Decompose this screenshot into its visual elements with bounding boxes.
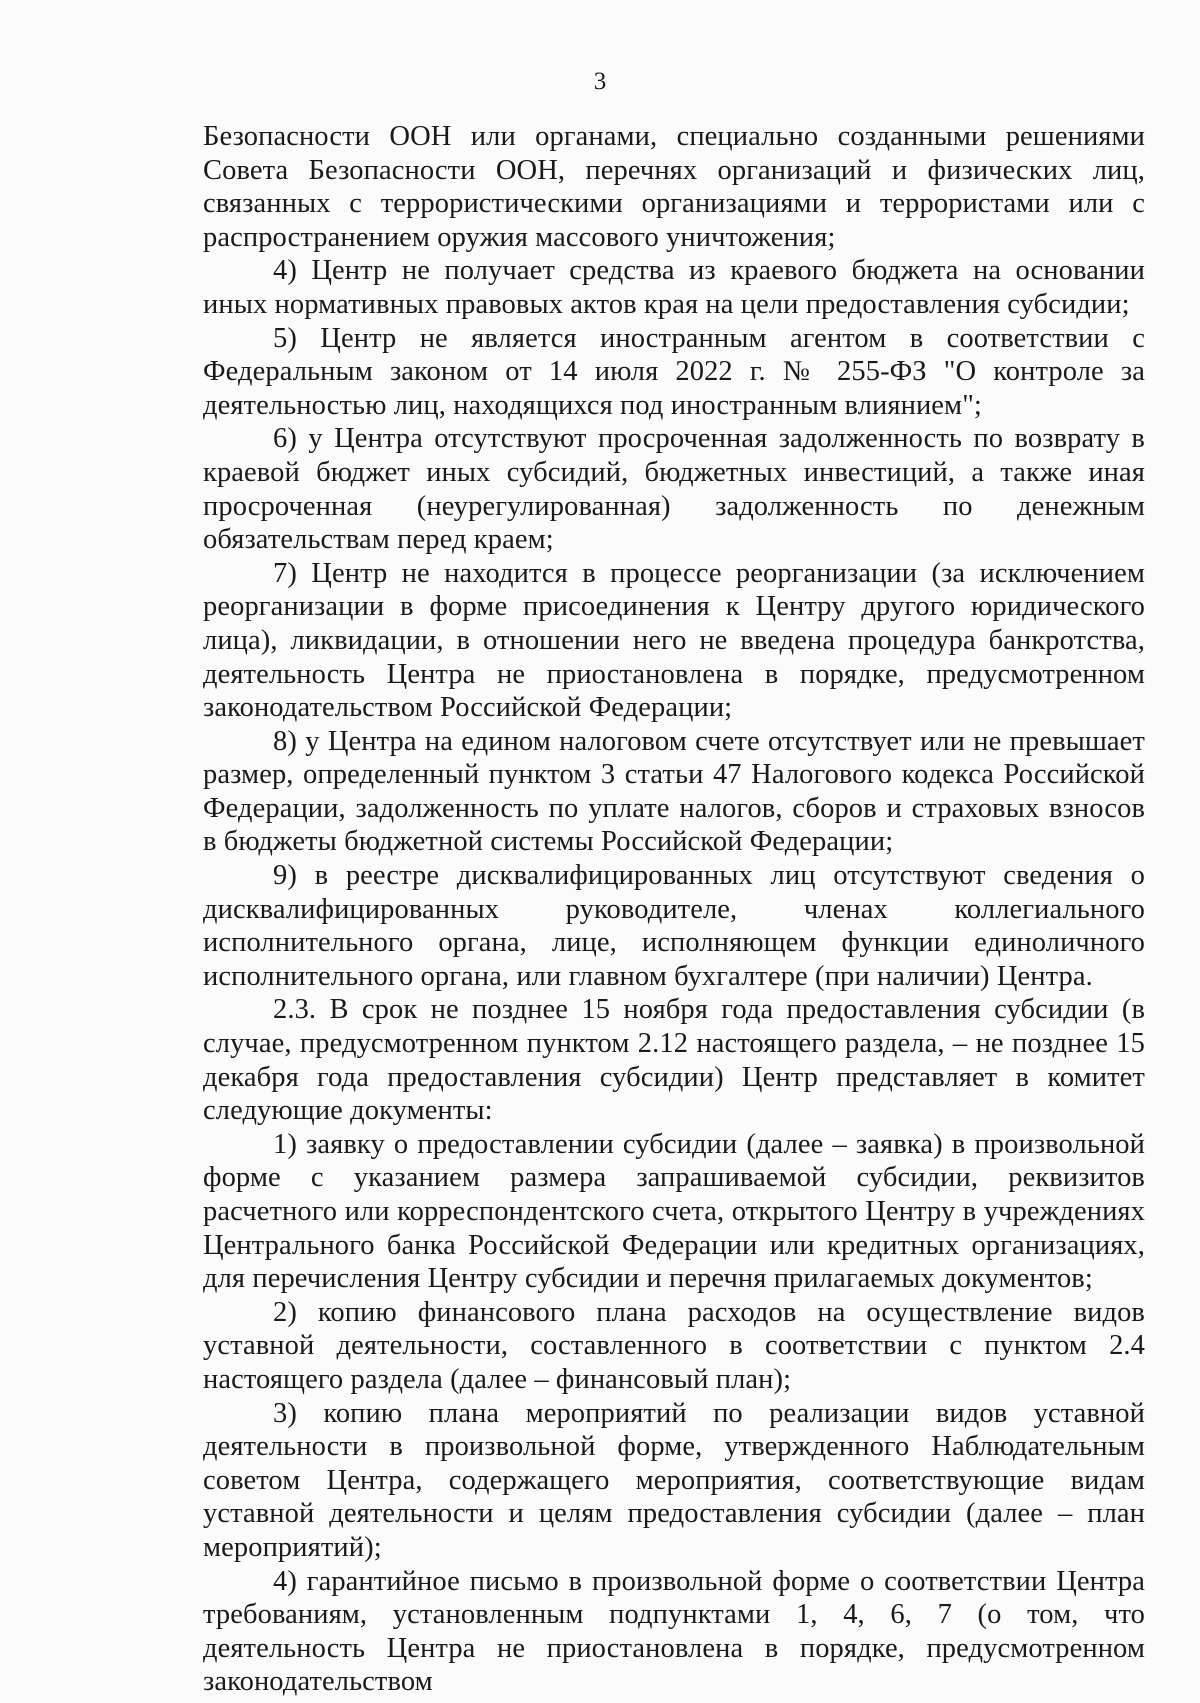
paragraph: 4) гарантийное письмо в произвольной форме о соответствии Центра требованиям, установленным подпунктами 1, 4, 6, 7 (о том, что деятельность Центра не приостановлена в порядке, предусмотренном законодательством	[203, 1565, 1145, 1698]
paragraph: 4) Центр не получает средства из краевого бюджета на основании иных нормативных правовых актов края на цели предоставления субсидии;	[203, 255, 1145, 320]
paragraph: Безопасности ООН или органами, специально созданными решениями Совета Безопасности ООН, перечнях организаций и физических лиц, связанных с террористическими организациями и террористами или с распространением оружия массового уничтожения;	[203, 121, 1145, 253]
paragraph: 9) в реестре дисквалифицированных лиц отсутствуют сведения о дисквалифицированных руководителе, членах коллегиального исполнительного органа, лице, исполняющем функции единоличного исполнительного органа, или главном бухгалтере (при наличии) Центра.	[203, 860, 1145, 992]
page-number: 3	[593, 68, 607, 95]
paragraph: 7) Центр не находится в процессе реорганизации (за исключением реорганизации в форме присоединения к Центру другого юридического лица), ликвидации, в отношении него не введена процедура банкротства, деятельность Центра не приостановлена в порядке, предусмотренном законодательством Российской Федерации;	[203, 557, 1145, 724]
paragraph: 5) Центр не является иностранным агентом в соответствии с Федеральным законом от 14 июля 2022 г. № 255-ФЗ "О контроле за деятельностью лиц, находящихся под иностранным влиянием";	[203, 322, 1145, 421]
paragraph: 6) у Центра отсутствуют просроченная задолженность по возврату в краевой бюджет иных субсидий, бюджетных инвестиций, а также иная просроченная (неурегулированная) задолженность по денежным обязательствам перед краем;	[203, 423, 1145, 556]
paragraph: 2.3. В срок не позднее 15 ноября года предоставления субсидии (в случае, предусмотренном пунктом 2.12 настоящего раздела, – не позднее 15 декабря года предоставления субсидии) Центр представляет в комитет следующие документы:	[203, 994, 1145, 1127]
document-body	[203, 120, 1145, 1699]
paragraph: 1) заявку о предоставлении субсидии (далее – заявка) в произвольной форме с указанием размера запрашиваемой субсидии, реквизитов расчетного или корреспондентского счета, открытого Центру в учреждениях Центрального банка Российской Федерации или кредитных организациях, для перечисления Центру субсидии и перечня прилагаемых документов;	[203, 1128, 1145, 1295]
paragraph: 8) у Центра на едином налоговом счете отсутствует или не превышает размер, определенный пунктом 3 статьи 47 Налогового кодекса Российской Федерации, задолженность по уплате налогов, сборов и страховых взносов в бюджеты бюджетной системы Российской Федерации;	[203, 725, 1145, 858]
paragraph: 3) копию плана мероприятий по реализации видов уставной деятельности в произвольной форме, утвержденного Наблюдательным советом Центра, содержащего мероприятия, соответствующие видам уставной деятельности и целям предоставления субсидии (далее – план мероприятий);	[203, 1397, 1145, 1563]
paragraph: 2) копию финансового плана расходов на осуществление видов уставной деятельности, составленного в соответствии с пунктом 2.4 настоящего раздела (далее – финансовый план);	[203, 1296, 1145, 1395]
